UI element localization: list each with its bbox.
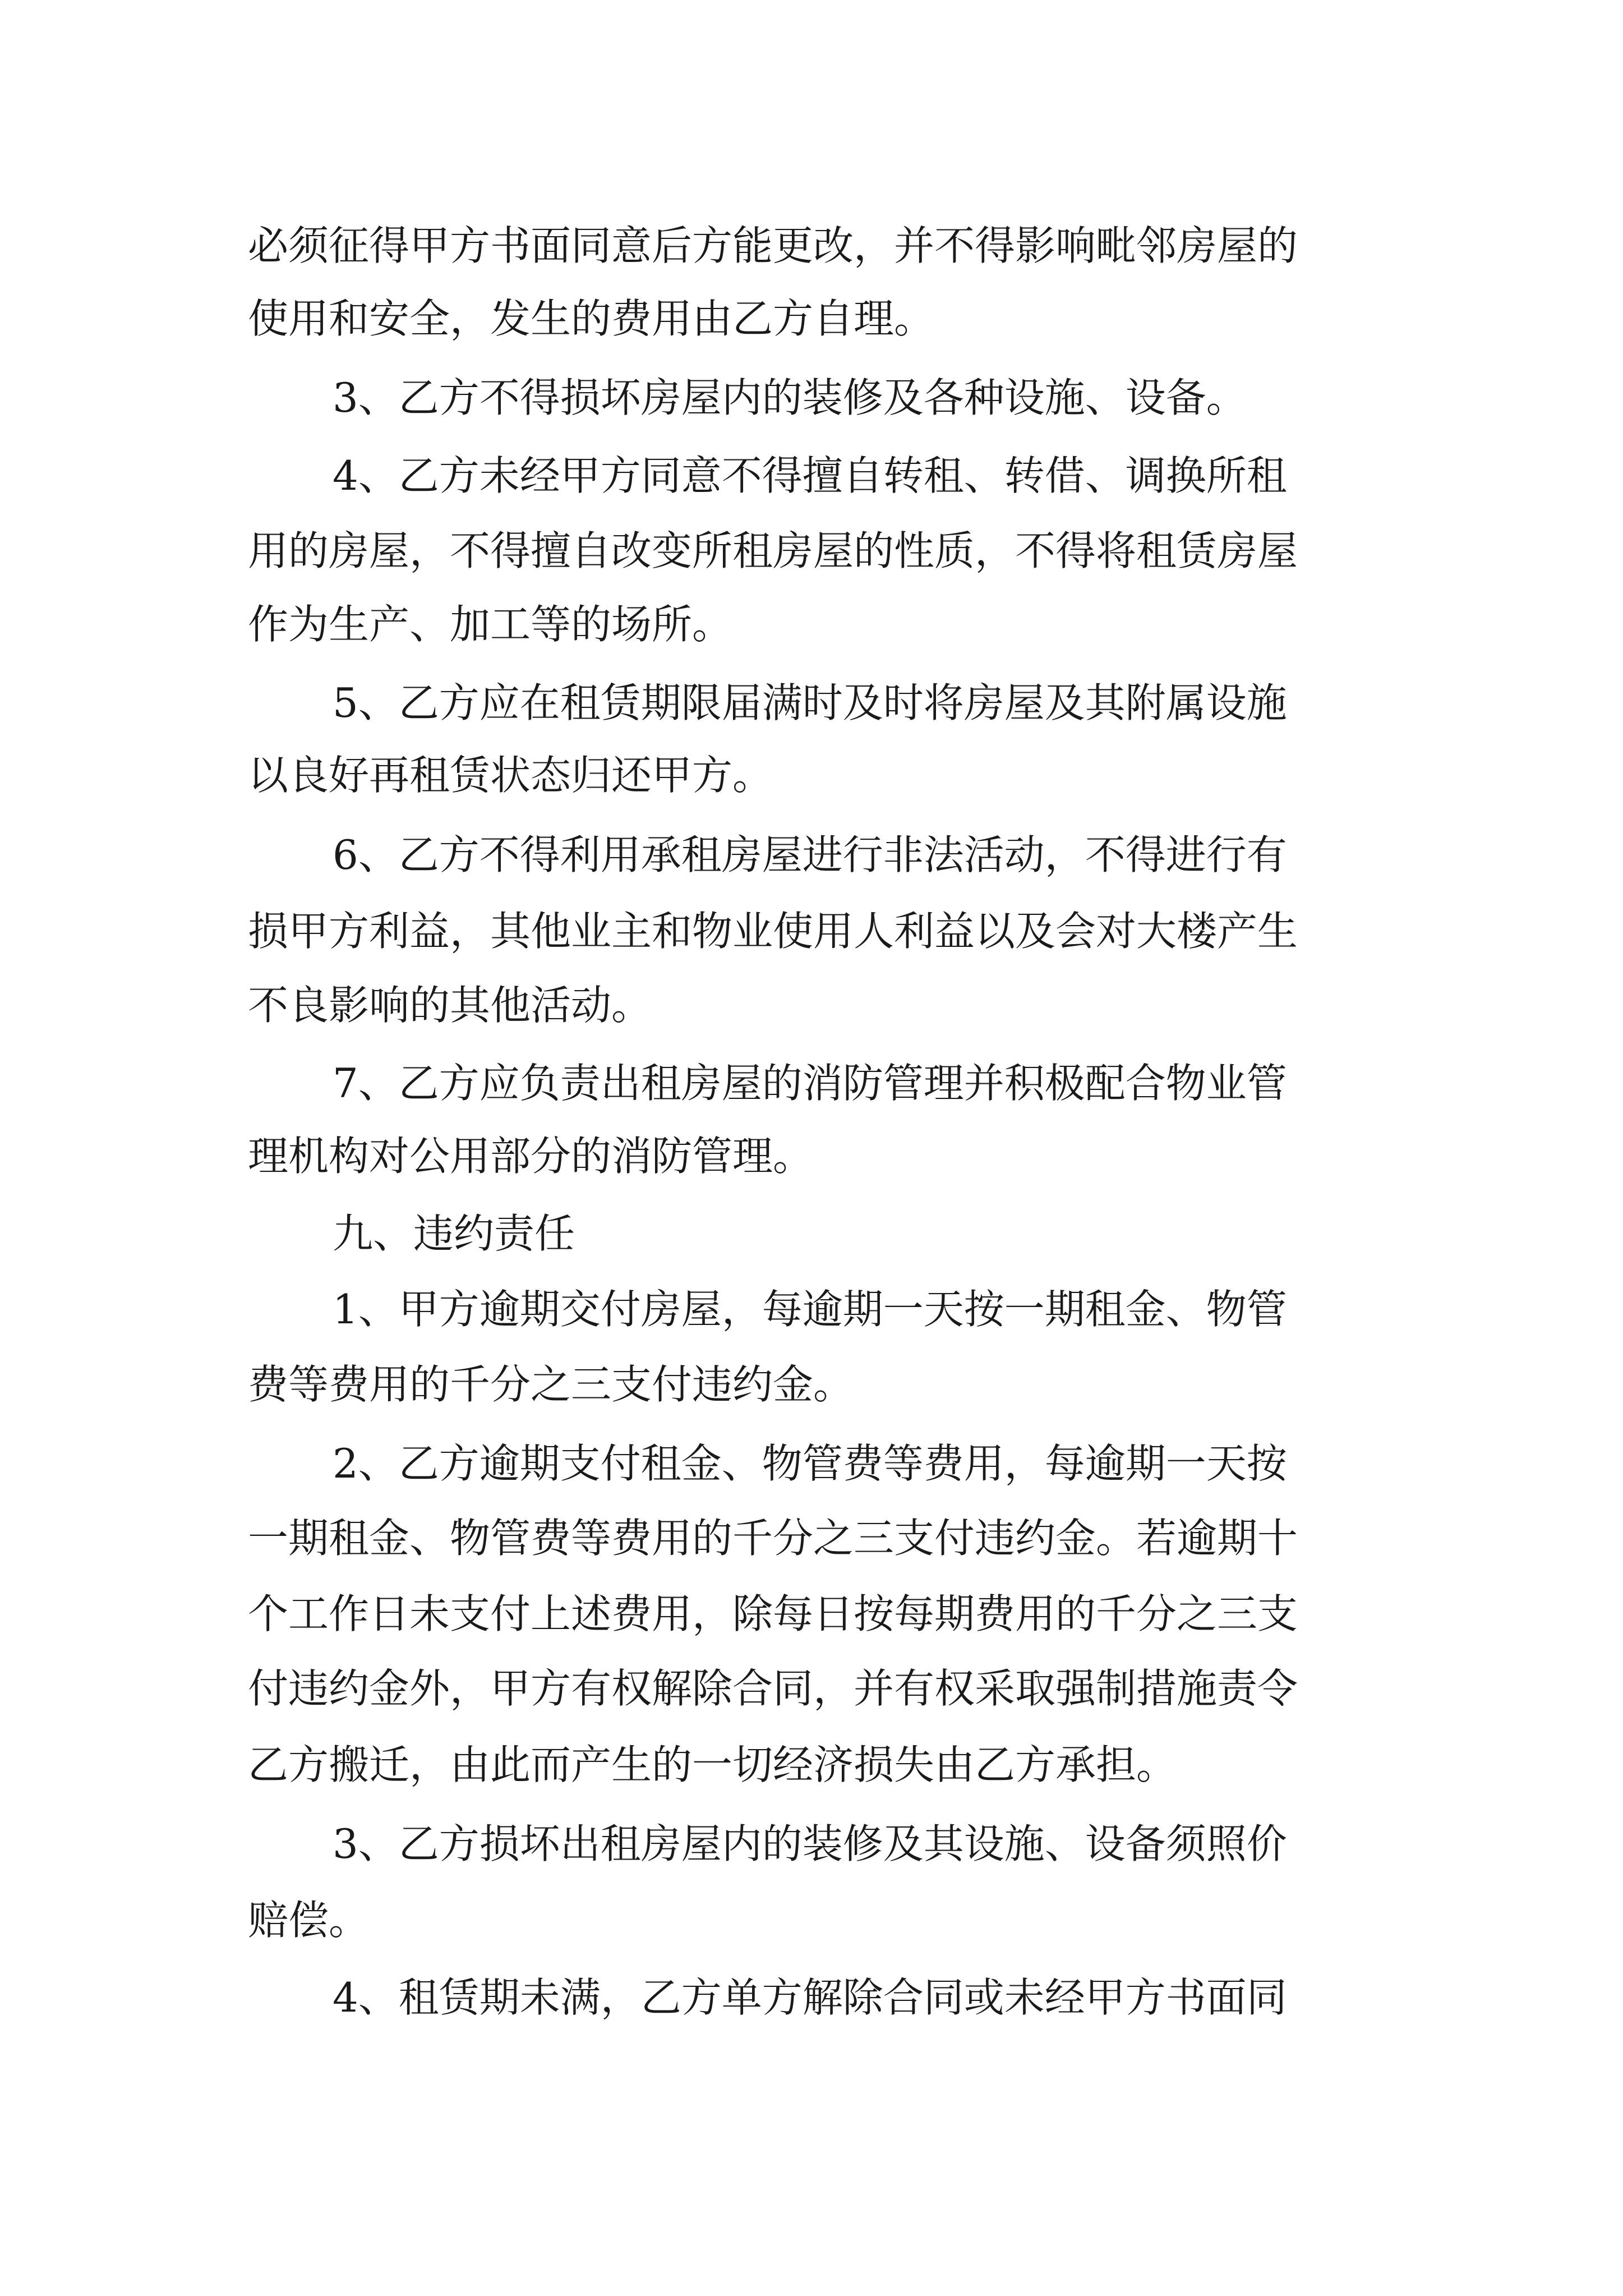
text-line: 不良影响的其他活动。 (248, 982, 652, 1029)
text-line: 5、乙方应在租赁期限届满时及时将房屋及其附属设施 (333, 679, 1287, 726)
text-line: 理机构对公用部分的消防管理。 (248, 1133, 814, 1180)
text-line: 付违约金外，甲方有权解除合同，并有权采取强制措施责令 (248, 1665, 1298, 1712)
text-line: 3、乙方损坏出租房屋内的装修及其设施、设备须照价 (333, 1820, 1287, 1867)
text-line: 3、乙方不得损坏房屋内的装修及各种设施、设备。 (333, 374, 1247, 421)
text-line: 费等费用的千分之三支付违约金。 (248, 1361, 854, 1408)
text-line: 使用和安全，发生的费用由乙方自理。 (248, 295, 935, 342)
text-line: 用的房屋，不得擅自改变所租房屋的性质，不得将租赁房屋 (248, 527, 1298, 574)
text-line: 6、乙方不得利用承租房屋进行非法活动，不得进行有 (333, 831, 1287, 878)
text-line: 赔偿。 (248, 1897, 370, 1944)
text-line: 个工作日未支付上述费用，除每日按每期费用的千分之三支 (248, 1590, 1298, 1637)
text-line: 4、租赁期未满，乙方单方解除合同或未经甲方书面同 (333, 1974, 1287, 2021)
text-line: 必须征得甲方书面同意后方能更改，并不得影响毗邻房屋的 (248, 222, 1298, 269)
text-line: 作为生产、加工等的场所。 (248, 601, 733, 648)
text-line: 损甲方利益，其他业主和物业使用人利益以及会对大楼产生 (248, 908, 1298, 955)
text-line: 一期租金、物管费等费用的千分之三支付违约金。若逾期十 (248, 1515, 1298, 1562)
text-line: 乙方搬迁，由此而产生的一切经济损失由乙方承担。 (248, 1741, 1177, 1788)
text-line: 2、乙方逾期支付租金、物管费等费用，每逾期一天按 (333, 1440, 1287, 1487)
text-line: 7、乙方应负责出租房屋的消防管理并积极配合物业管 (333, 1060, 1287, 1107)
text-line: 4、乙方未经甲方同意不得擅自转租、转借、调换所租 (333, 452, 1287, 499)
section-heading: 九、违约责任 (333, 1210, 575, 1257)
text-line: 以良好再租赁状态归还甲方。 (248, 752, 773, 799)
text-line: 1、甲方逾期交付房屋，每逾期一天按一期租金、物管 (333, 1286, 1287, 1333)
